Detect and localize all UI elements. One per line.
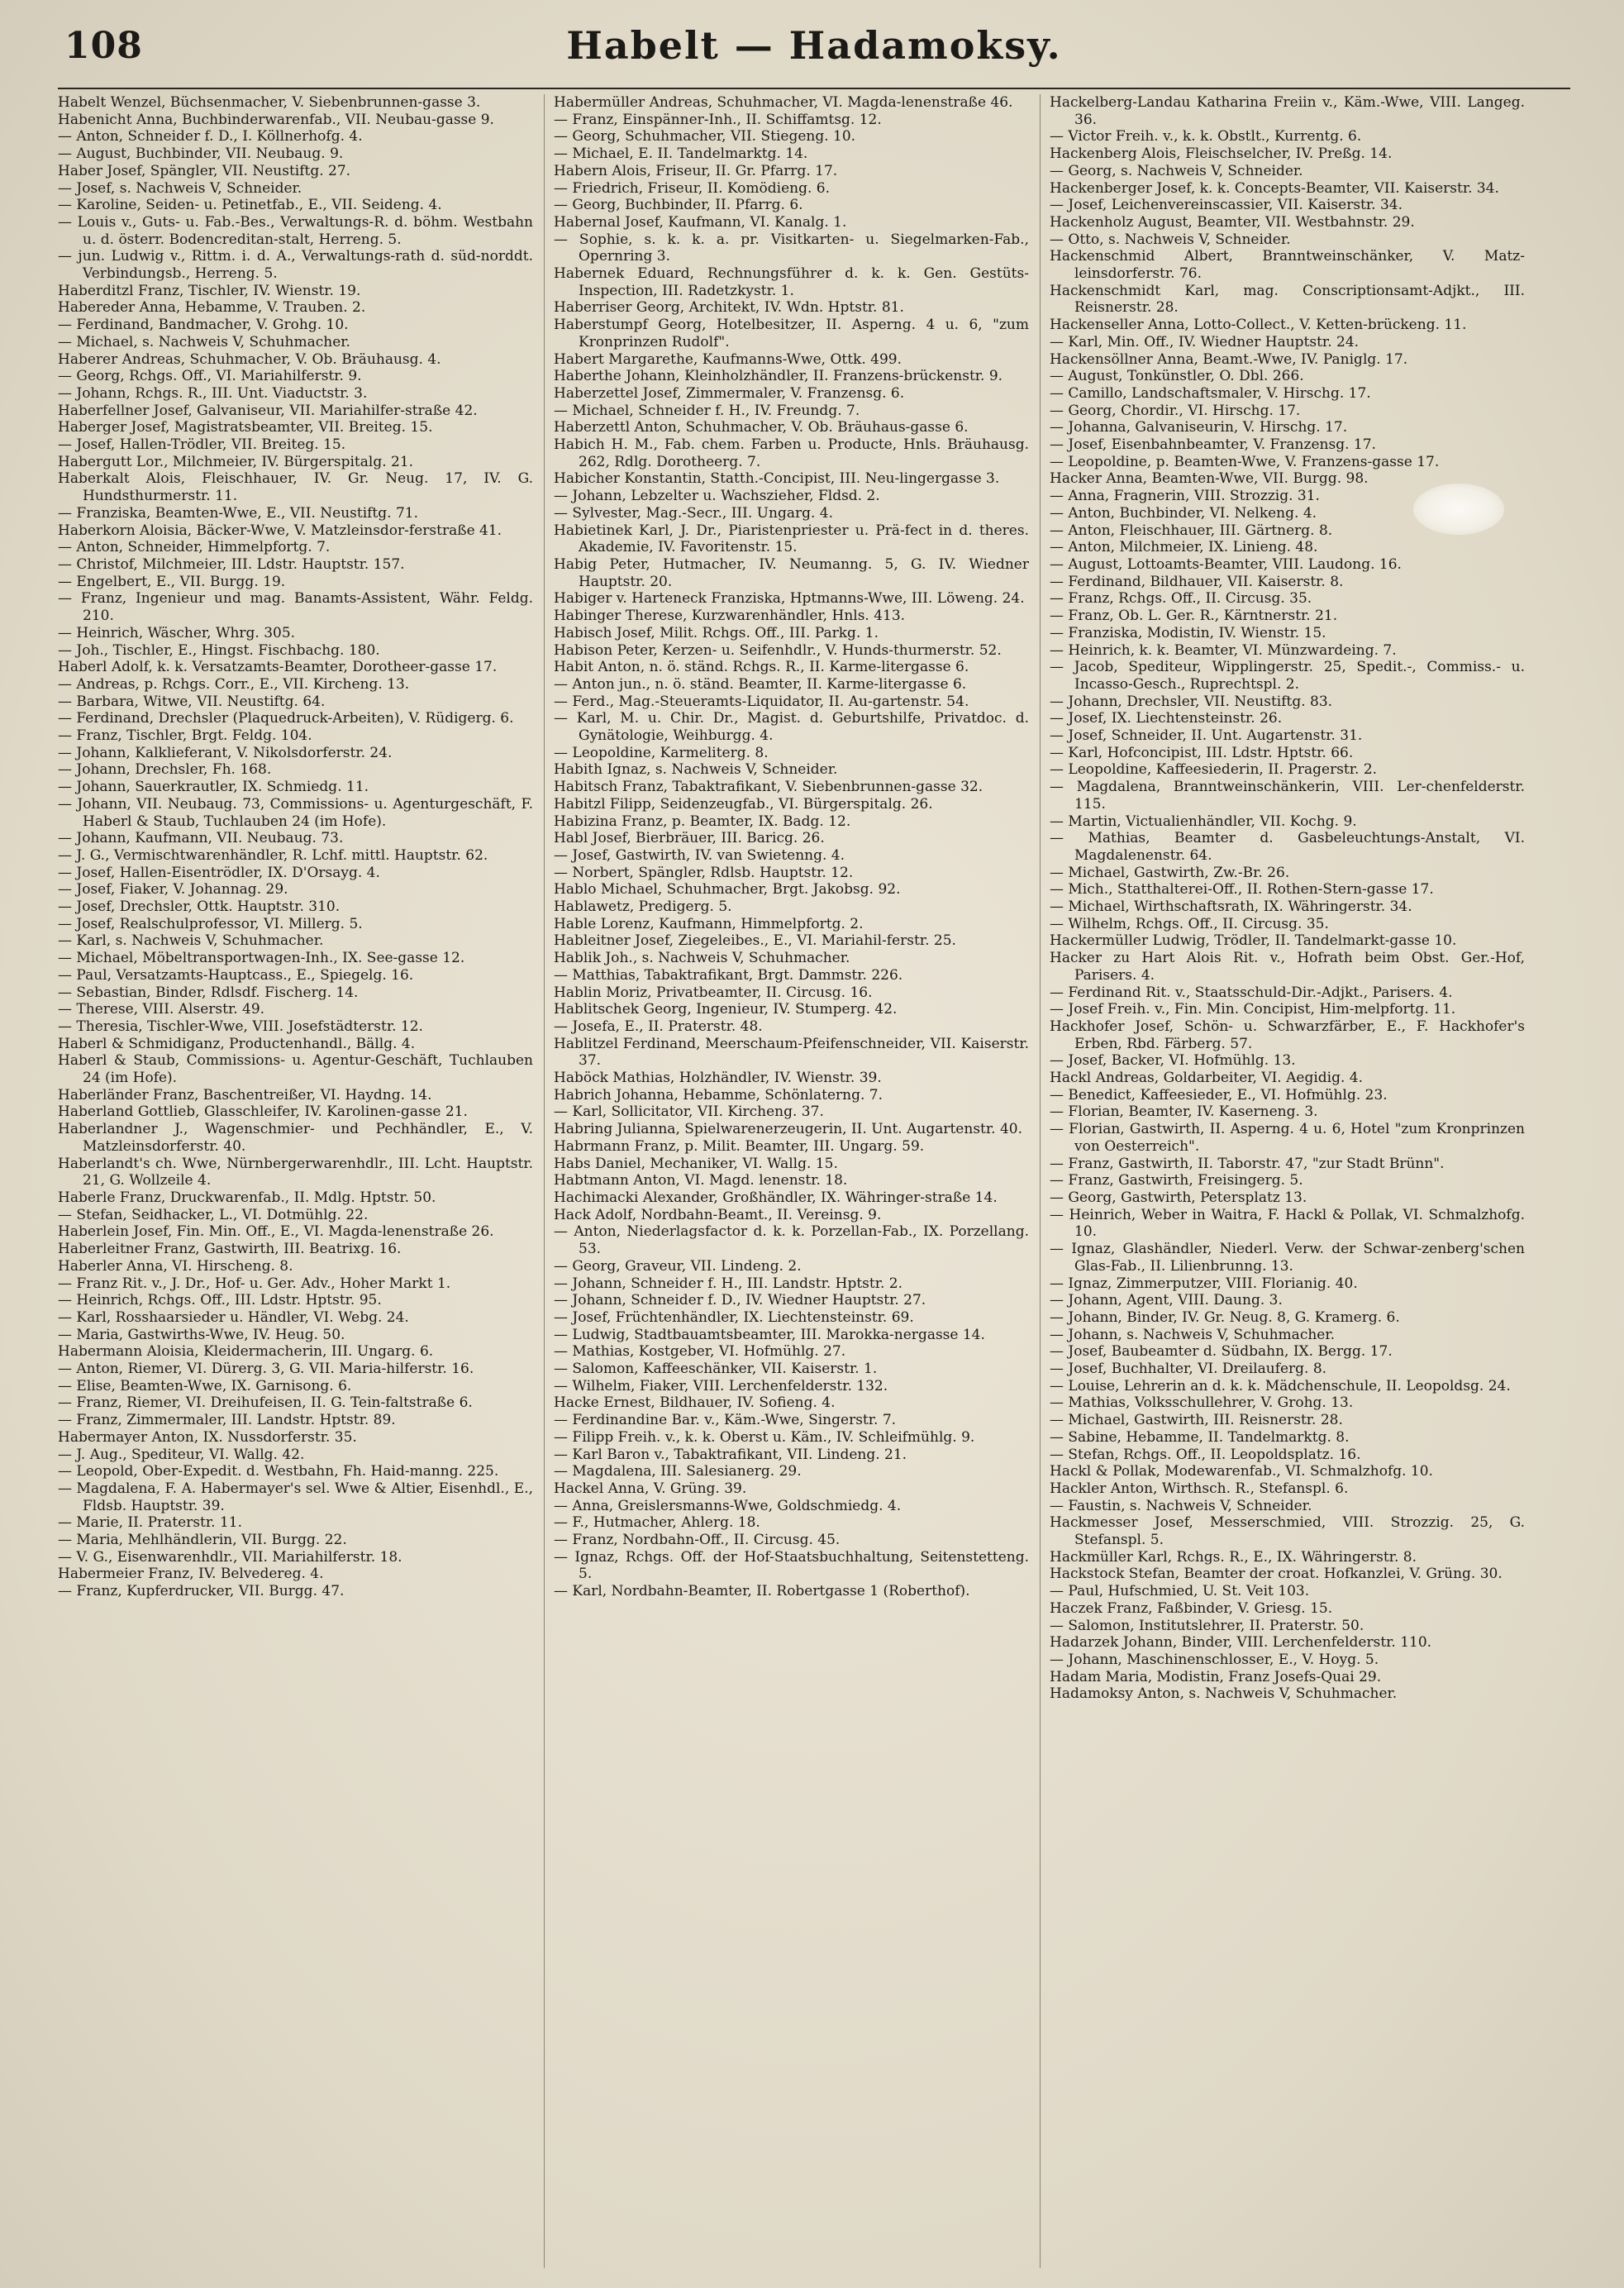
directory-entry: — Johann, Drechsler, VII. Neustiftg. 83.	[1050, 693, 1333, 710]
directory-entry: Hackenschmid Albert, Branntweinschänker, V. Matz-leinsdorferstr. 76.	[1050, 248, 1525, 283]
directory-entry: Hackmüller Karl, Rchgs. R., E., IX. Währingerstr. 8.	[1050, 1548, 1417, 1566]
directory-entry: — Ignaz, Rchgs. Off. der Hof-Staatsbuchhaltung, Seitenstetteng. 5.	[554, 1548, 1029, 1583]
directory-entry: — Marie, II. Praterstr. 11.	[58, 1514, 242, 1532]
directory-entry: — Franz, Riemer, VI. Dreihufeisen, II. G. Tein-faltstraße 6.	[58, 1394, 473, 1412]
directory-entry: Haberlein Josef, Fin. Min. Off., E., VI. Magda-lenenstraße 26.	[58, 1223, 494, 1241]
directory-entry: Haberkalt Alois, Fleischhauer, IV. Gr. Neug. 17, IV. G. Hundsthurmerstr. 11.	[58, 470, 533, 505]
column-left	[58, 94, 533, 2268]
directory-entry: — Joh., Tischler, E., Hingst. Fischbachg. 180.	[58, 641, 380, 659]
directory-entry: Hablitschek Georg, Ingenieur, IV. Stumperg. 42.	[554, 1001, 898, 1018]
directory-entry: — Mathias, Kostgeber, VI. Hofmühlg. 27.	[554, 1343, 846, 1361]
directory-entry: — Johann, Maschinenschlosser, E., V. Hoyg. 5.	[1050, 1651, 1379, 1668]
directory-entry: — Karl, Nordbahn-Beamter, II. Robertgasse 1 (Roberthof).	[554, 1583, 970, 1600]
directory-entry: — Josef, Hallen-Trödler, VII. Breiteg. 15.	[58, 436, 346, 454]
directory-entry: Habicher Konstantin, Statth.-Concipist, III. Neu-lingergasse 3.	[554, 470, 1000, 488]
directory-entry: Hableitner Josef, Ziegeleibes., E., VI. Mariahil-ferstr. 25.	[554, 932, 956, 950]
directory-entry: — Josef, Hallen-Eisentrödler, IX. D'Orsayg. 4.	[58, 864, 380, 881]
directory-entry: — Karl, M. u. Chir. Dr., Magist. d. Geburtshilfe, Privatdoc. d. Gynätologie, Weihburgg. 4.	[554, 710, 1029, 745]
directory-entry: — Martin, Victualienhändler, VII. Kochg. 9.	[1050, 813, 1357, 830]
directory-entry: — Anton, Milchmeier, IX. Linieng. 48.	[1050, 539, 1318, 556]
directory-entry: Haberfellner Josef, Galvaniseur, VII. Mariahilfer-straße 42.	[58, 402, 478, 419]
directory-entry: Hackmesser Josef, Messerschmied, VIII. Strozzig. 25, G. Stefanspl. 5.	[1050, 1514, 1525, 1549]
directory-entry: Habenicht Anna, Buchbinderwarenfab., VII. Neubau-gasse 9.	[58, 111, 494, 128]
directory-entry: — Stefan, Seidhacker, L., VI. Dotmühlg. 22.	[58, 1206, 369, 1223]
directory-entry: — Michael, Möbeltransportwagen-Inh., IX. See-gasse 12.	[58, 950, 465, 967]
directory-entry: Habern Alois, Friseur, II. Gr. Pfarrg. 17.	[554, 162, 838, 179]
directory-entry: Habl Josef, Bierbräuer, III. Baricg. 26.	[554, 830, 825, 847]
directory-entry: — Anton, Niederlagsfactor d. k. k. Porzellan-Fab., IX. Porzellang. 53.	[554, 1223, 1029, 1258]
column-middle	[554, 94, 1029, 2268]
directory-entry: — Magdalena, Branntweinschänkerin, VIII. Ler-chenfelderstr. 115.	[1050, 779, 1525, 813]
paper-stain	[1413, 484, 1504, 535]
directory-entry: Hackel Anna, V. Grüng. 39.	[554, 1480, 747, 1497]
directory-entry: — Josefa, E., II. Praterstr. 48.	[554, 1018, 763, 1035]
directory-entry: Haberger Josef, Magistratsbeamter, VII. Breiteg. 15.	[58, 419, 433, 436]
directory-entry: — Karl, Hofconcipist, III. Ldstr. Hptstr. 66.	[1050, 744, 1354, 761]
directory-entry: Haberle Franz, Druckwarenfab., II. Mdlg. Hptstr. 50.	[58, 1189, 436, 1206]
directory-entry: — Louise, Lehrerin an d. k. k. Mädchenschule, II. Leopoldsg. 24.	[1050, 1377, 1511, 1394]
directory-entry: — J. Aug., Spediteur, VI. Wallg. 42.	[58, 1446, 305, 1463]
directory-entry: Haberzettl Anton, Schuhmacher, V. Ob. Bräuhaus-gasse 6.	[554, 419, 969, 436]
directory-entry: Haberl Adolf, k. k. Versatzamts-Beamter, Dorotheer-gasse 17.	[58, 659, 498, 676]
directory-entry: Hadam Maria, Modistin, Franz Josefs-Quai 29.	[1050, 1668, 1382, 1685]
directory-entry: — Paul, Hufschmied, U. St. Veit 103.	[1050, 1583, 1310, 1600]
directory-entry: — Louis v., Guts- u. Fab.-Bes., Verwaltungs-R. d. böhm. Westbahn u. d. österr. Bodencreditan-stalt, Herreng. 5.	[58, 213, 533, 248]
running-head: Habelt — Hadamoksy.	[566, 23, 1062, 68]
directory-entry: — Michael, E. II. Tandelmarktg. 14.	[554, 145, 808, 163]
directory-entry: Habs Daniel, Mechaniker, VI. Wallg. 15.	[554, 1155, 838, 1172]
column-right	[1050, 94, 1525, 2268]
directory-entry: — Josef, Fiaker, V. Johannag. 29.	[58, 881, 288, 899]
directory-entry: Habich H. M., Fab. chem. Farben u. Producte, Hnls. Bräuhausg. 262, Rdlg. Dorotheerg. 7.	[554, 436, 1029, 470]
directory-entry: — Anton, Buchbinder, VI. Nelkeng. 4.	[1050, 504, 1317, 522]
directory-entry: Haberzettel Josef, Zimmermaler, V. Franzensg. 6.	[554, 384, 905, 402]
directory-entry: Hackl & Pollak, Modewarenfab., VI. Schmalzhofg. 10.	[1050, 1463, 1433, 1480]
directory-entry: — Leopoldine, Kaffeesiederin, II. Pragerstr. 2.	[1050, 761, 1378, 779]
directory-entry: — Otto, s. Nachweis V, Schneider.	[1050, 231, 1291, 248]
directory-entry: — Johann, s. Nachweis V, Schuhmacher.	[1050, 1326, 1336, 1343]
directory-entry: Hackermüller Ludwig, Trödler, II. Tandelmarkt-gasse 10.	[1050, 932, 1457, 950]
directory-entry: Haberriser Georg, Architekt, IV. Wdn. Hptstr. 81.	[554, 299, 904, 317]
directory-entry: Hacker Anna, Beamten-Wwe, VII. Burgg. 98.	[1050, 470, 1369, 488]
directory-entry: Habitzl Filipp, Seidenzeugfab., VI. Bürgerspitalg. 26.	[554, 795, 933, 813]
directory-entry: Habith Ignaz, s. Nachweis V, Schneider.	[554, 761, 838, 779]
directory-entry: — Johann, Kalklieferant, V. Nikolsdorferstr. 24.	[58, 744, 393, 761]
directory-entry: Hackensöllner Anna, Beamt.-Wwe, IV. Paniglg. 17.	[1050, 350, 1408, 368]
directory-entry: — Stefan, Rchgs. Off., II. Leopoldsplatz. 16.	[1050, 1446, 1361, 1463]
directory-entry: — Jacob, Spediteur, Wipplingerstr. 25, Spedit.-, Commiss.- u. Incasso-Gesch., Ruprechtspl. 2.	[1050, 659, 1525, 693]
directory-entry: Haberlandt's ch. Wwe, Nürnbergerwarenhdlr., III. Lcht. Hauptstr. 21, G. Wollzeile 4.	[58, 1155, 533, 1189]
directory-entry: — Georg, Rchgs. Off., VI. Mariahilferstr. 9.	[58, 368, 362, 385]
directory-entry: — Josef, Backer, VI. Hofmühlg. 13.	[1050, 1052, 1296, 1070]
directory-entry: — Mich., Statthalterei-Off., II. Rothen-Stern-gasse 17.	[1050, 881, 1434, 899]
directory-entry: Hablo Michael, Schuhmacher, Brgt. Jakobsg. 92.	[554, 881, 901, 899]
directory-entry: — Leopoldine, p. Beamten-Wwe, V. Franzens-gasse 17.	[1050, 453, 1440, 470]
directory-entry: — Maria, Mehlhändlerin, VII. Burgg. 22.	[58, 1532, 347, 1549]
directory-entry: — Karl Baron v., Tabaktrafikant, VII. Lindeng. 21.	[554, 1446, 907, 1463]
directory-entry: — Georg, Gastwirth, Petersplatz 13.	[1050, 1189, 1307, 1206]
directory-entry: — Johann, Lebzelter u. Wachszieher, Fldsd. 2.	[554, 488, 880, 505]
directory-entry: — Elise, Beamten-Wwe, IX. Garnisong. 6.	[58, 1377, 352, 1394]
directory-entry: — Franz, Ingenieur und mag. Banamts-Assistent, Währ. Feldg. 210.	[58, 590, 533, 625]
directory-entry: — jun. Ludwig v., Rittm. i. d. A., Verwaltungs-rath d. süd-norddt. Verbindungsb., Herreng. 5.	[58, 248, 533, 283]
directory-entry: — Magdalena, III. Salesianerg. 29.	[554, 1463, 802, 1480]
directory-entry: Habiger v. Harteneck Franziska, Hptmanns-Wwe, III. Löweng. 24.	[554, 590, 1025, 608]
directory-entry: Haberl & Staub, Commissions- u. Agentur-Geschäft, Tuchlauben 24 (im Hofe).	[58, 1052, 533, 1087]
directory-entry: — Georg, Buchbinder, II. Pfarrg. 6.	[554, 197, 803, 214]
directory-entry: — Josef, Baubeamter d. Südbahn, IX. Bergg. 17.	[1050, 1343, 1393, 1361]
directory-entry: — Josef Freih. v., Fin. Min. Concipist, Him-melpfortg. 11.	[1050, 1001, 1456, 1018]
directory-entry: Habereder Anna, Hebamme, V. Trauben. 2.	[58, 299, 366, 317]
directory-entry: Haberthe Johann, Kleinholzhändler, II. Franzens-brückenstr. 9.	[554, 368, 1003, 385]
directory-entry: — Ignaz, Zimmerputzer, VIII. Florianig. 40.	[1050, 1275, 1358, 1292]
directory-entry: Haböck Mathias, Holzhändler, IV. Wienstr. 39.	[554, 1070, 882, 1087]
directory-entry: — Johann, Schneider f. D., IV. Wiedner Hauptstr. 27.	[554, 1292, 926, 1309]
directory-entry: — Camillo, Landschaftsmaler, V. Hirschg. 17.	[1050, 384, 1371, 402]
column-divider	[1040, 94, 1041, 2268]
directory-entry: — Josef, IX. Liechtensteinstr. 26.	[1050, 710, 1283, 727]
directory-entry: — Ignaz, Glashändler, Niederl. Verw. der Schwar-zenberg'schen Glas-Fab., II. Lilienbrunng. 13.	[1050, 1241, 1525, 1275]
directory-entry: — Michael, Schneider f. H., IV. Freundg. 7.	[554, 402, 860, 419]
directory-entry: — Anna, Fragnerin, VIII. Strozzig. 31.	[1050, 488, 1320, 505]
directory-entry: Hackenberg Alois, Fleischselcher, IV. Preßg. 14.	[1050, 145, 1393, 163]
directory-entry: — Magdalena, F. A. Habermayer's sel. Wwe & Altier, Eisenhdl., E., Fldsb. Hauptstr. 39.	[58, 1480, 533, 1514]
directory-entry: Habert Margarethe, Kaufmanns-Wwe, Ottk. 499.	[554, 350, 902, 368]
directory-entry: — Salomon, Institutslehrer, II. Praterstr. 50.	[1050, 1617, 1364, 1634]
directory-entry: — Ferdinandine Bar. v., Käm.-Wwe, Singerstr. 7.	[554, 1412, 897, 1429]
directory-entry: Hablin Moriz, Privatbeamter, II. Circusg. 16.	[554, 984, 873, 1001]
directory-entry: — Filipp Freih. v., k. k. Oberst u. Käm., IV. Schleifmühlg. 9.	[554, 1428, 975, 1446]
directory-entry: — Ferdinand, Bildhauer, VII. Kaiserstr. 8.	[1050, 573, 1344, 590]
directory-entry: — Faustin, s. Nachweis V, Schneider.	[1050, 1497, 1312, 1514]
directory-entry: Habermüller Andreas, Schuhmacher, VI. Magda-lenenstraße 46.	[554, 94, 1013, 111]
directory-entry: Hackenholz August, Beamter, VII. Westbahnstr. 29.	[1050, 213, 1415, 231]
directory-entry: — Josef, Realschulprofessor, VI. Millerg. 5.	[58, 915, 363, 932]
directory-entry: Hackelberg-Landau Katharina Freiin v., Käm.-Wwe, VIII. Langeg. 36.	[1050, 94, 1525, 128]
directory-entry: Habermann Aloisia, Kleidermacherin, III. Ungarg. 6.	[58, 1343, 434, 1361]
directory-entry: — Josef, s. Nachweis V, Schneider.	[58, 179, 302, 197]
directory-entry: — Paul, Versatzamts-Hauptcass., E., Spiegelg. 16.	[58, 966, 414, 984]
directory-entry: Hablik Joh., s. Nachweis V, Schuhmacher.	[554, 950, 850, 967]
directory-entry: — Wilhelm, Rchgs. Off., II. Circusg. 35.	[1050, 915, 1329, 932]
directory-entry: — Georg, Chordir., VI. Hirschg. 17.	[1050, 402, 1301, 419]
directory-entry: — Johann, Binder, IV. Gr. Neug. 8, G. Kramerg. 6.	[1050, 1308, 1400, 1326]
directory-entry: — Theresia, Tischler-Wwe, VIII. Josefstädterstr. 12.	[58, 1018, 423, 1035]
directory-entry: — Christof, Milchmeier, III. Ldstr. Hauptstr. 157.	[58, 555, 405, 573]
directory-entry: Hablitzel Ferdinand, Meerschaum-Pfeifenschneider, VII. Kaiserstr. 37.	[554, 1035, 1029, 1070]
directory-entry: — Florian, Gastwirth, II. Asperng. 4 u. 6, Hotel "zum Kronprinzen von Oesterreich".	[1050, 1121, 1525, 1155]
directory-entry: — Michael, Gastwirth, III. Reisnerstr. 28.	[1050, 1412, 1343, 1429]
directory-entry: — Engelbert, E., VII. Burgg. 19.	[58, 573, 286, 590]
directory-entry: — Franz, Gastwirth, II. Taborstr. 47, "zur Stadt Brünn".	[1050, 1155, 1445, 1172]
directory-entry: — Johann, Rchgs. R., III. Unt. Viaductstr. 3.	[58, 384, 368, 402]
directory-entry: Habietinek Karl, J. Dr., Piaristenpriester u. Prä-fect in d. theres. Akademie, IV. Favoritenstr. 15.	[554, 522, 1029, 556]
directory-entry: — Johann, VII. Neubaug. 73, Commissions- u. Agenturgeschäft, F. Haberl & Staub, Tuchlauben 24 (im Hofe).	[58, 795, 533, 830]
directory-entry: Habermeier Franz, IV. Belvedereg. 4.	[58, 1566, 324, 1583]
directory-entry: Haberland Gottlieb, Glasschleifer, IV. Karolinen-gasse 21.	[58, 1103, 468, 1121]
directory-entry: — Anna, Greislersmanns-Wwe, Goldschmiedg. 4.	[554, 1497, 902, 1514]
directory-entry: — Mathias, Beamter d. Gasbeleuchtungs-Anstalt, VI. Magdalenenstr. 64.	[1050, 830, 1525, 864]
directory-entry: — Michael, Gastwirth, Zw.-Br. 26.	[1050, 864, 1290, 881]
directory-entry: — Andreas, p. Rchgs. Corr., E., VII. Kircheng. 13.	[58, 675, 410, 693]
directory-entry: Hadamoksy Anton, s. Nachweis V, Schuhmacher.	[1050, 1685, 1398, 1703]
header-rule	[58, 88, 1570, 89]
directory-entry: — Franz, Rchgs. Off., II. Circusg. 35.	[1050, 590, 1312, 608]
directory-entry: Hack Adolf, Nordbahn-Beamt., II. Vereinsg. 9.	[554, 1206, 882, 1223]
directory-entry: — Franz Rit. v., J. Dr., Hof- u. Ger. Adv., Hoher Markt 1.	[58, 1275, 451, 1292]
directory-entry: — Franz, Gastwirth, Freisingerg. 5.	[1050, 1172, 1303, 1189]
directory-entry: Hadarzek Johann, Binder, VIII. Lerchenfelderstr. 110.	[1050, 1634, 1432, 1652]
directory-entry: Habrich Johanna, Hebamme, Schönlaterng. 7.	[554, 1086, 883, 1103]
directory-entry: — Georg, Graveur, VII. Lindeng. 2.	[554, 1257, 802, 1275]
directory-entry: — Sylvester, Mag.-Secr., III. Ungarg. 4.	[554, 504, 833, 522]
directory-entry: — Georg, s. Nachweis V, Schneider.	[1050, 162, 1303, 179]
directory-entry: — Franz, Tischler, Brgt. Feldg. 104.	[58, 727, 312, 745]
directory-entry: Hable Lorenz, Kaufmann, Himmelpfortg. 2.	[554, 915, 864, 932]
directory-entry: Haberstumpf Georg, Hotelbesitzer, II. Asperng. 4 u. 6, "zum Kronprinzen Rudolf".	[554, 317, 1029, 350]
directory-entry: Hablawetz, Predigerg. 5.	[554, 899, 732, 916]
directory-entry: Haberl & Schmidiganz, Productenhandl., Bällg. 4.	[58, 1035, 416, 1052]
text-columns	[58, 94, 1570, 2268]
directory-entry: — V. G., Eisenwarenhdlr., VII. Mariahilferstr. 18.	[58, 1548, 402, 1566]
directory-entry: Habernek Eduard, Rechnungsführer d. k. k. Gen. Gestüts-Inspection, III. Radetzkystr. 1.	[554, 265, 1029, 299]
directory-entry: Hackl Andreas, Goldarbeiter, VI. Aegidig. 4.	[1050, 1070, 1364, 1087]
directory-entry: — Franz, Kupferdrucker, VII. Burgg. 47.	[58, 1583, 345, 1600]
directory-entry: Habermayer Anton, IX. Nussdorferstr. 35.	[58, 1428, 357, 1446]
directory-entry: — Franziska, Modistin, IV. Wienstr. 15.	[1050, 624, 1326, 641]
directory-entry: — Maria, Gastwirths-Wwe, IV. Heug. 50.	[58, 1326, 345, 1343]
directory-entry: — Johann, Kaufmann, VII. Neubaug. 73.	[58, 830, 344, 847]
directory-entry: — Heinrich, Wäscher, Whrg. 305.	[58, 624, 296, 641]
directory-entry: — Franziska, Beamten-Wwe, E., VII. Neustiftg. 71.	[58, 504, 418, 522]
directory-entry: — Salomon, Kaffeeschänker, VII. Kaiserstr. 1.	[554, 1361, 878, 1378]
directory-entry: — Johann, Drechsler, Fh. 168.	[58, 761, 272, 779]
page-number: 108	[64, 25, 143, 67]
directory-entry: — Victor Freih. v., k. k. Obstlt., Kurrentg. 6.	[1050, 128, 1362, 145]
directory-entry: — Josef, Eisenbahnbeamter, V. Franzensg. 17.	[1050, 436, 1376, 454]
directory-entry: Habitsch Franz, Tabaktrafikant, V. Siebenbrunnen-gasse 32.	[554, 779, 983, 796]
directory-entry: Habtmann Anton, VI. Magd. lenenstr. 18.	[554, 1172, 848, 1189]
directory-entry: — Ludwig, Stadtbauamtsbeamter, III. Marokka-nergasse 14.	[554, 1326, 985, 1343]
directory-entry: — Leopoldine, Karmeliterg. 8.	[554, 744, 769, 761]
directory-entry: — Ferdinand, Drechsler (Plaquedruck-Arbeiten), V. Rüdigerg. 6.	[58, 710, 514, 727]
directory-entry: — Karoline, Seiden- u. Petinetfab., E., VII. Seideng. 4.	[58, 197, 442, 214]
directory-entry: — Therese, VIII. Alserstr. 49.	[58, 1001, 265, 1018]
directory-entry: — Franz, Nordbahn-Off., II. Circusg. 45.	[554, 1532, 841, 1549]
directory-entry: — Sabine, Hebamme, II. Tandelmarktg. 8.	[1050, 1428, 1350, 1446]
directory-entry: — Karl, s. Nachweis V, Schuhmacher.	[58, 932, 324, 950]
directory-entry: Hackenseller Anna, Lotto-Collect., V. Ketten-brückeng. 11.	[1050, 317, 1467, 334]
directory-entry: — Benedict, Kaffeesieder, E., VI. Hofmühlg. 23.	[1050, 1086, 1388, 1103]
directory-entry: Haber Josef, Spängler, VII. Neustiftg. 27.	[58, 162, 351, 179]
directory-entry: — Heinrich, Weber in Waitra, F. Hackl & Pollak, VI. Schmalzhofg. 10.	[1050, 1206, 1525, 1241]
directory-entry: — Johann, Sauerkrautler, IX. Schmiedg. 11.	[58, 779, 369, 796]
directory-entry: Hackhofer Josef, Schön- u. Schwarzfärber, E., F. Hackhofer's Erben, Rbd. Färberg. 57.	[1050, 1018, 1525, 1052]
directory-entry: Hacker zu Hart Alois Rit. v., Hofrath beim Obst. Ger.-Hof, Parisers. 4.	[1050, 950, 1525, 984]
directory-entry: — Friedrich, Friseur, II. Komödieng. 6.	[554, 179, 831, 197]
directory-entry: Habizina Franz, p. Beamter, IX. Badg. 12.	[554, 813, 851, 830]
directory-entry: Haczek Franz, Faßbinder, V. Griesg. 15.	[1050, 1599, 1333, 1617]
directory-entry: — Sebastian, Binder, Rdlsdf. Fischerg. 14.	[58, 984, 359, 1001]
directory-entry: — Johanna, Galvaniseurin, V. Hirschg. 17.	[1050, 419, 1348, 436]
directory-entry: — Karl, Sollicitator, VII. Kircheng. 37.	[554, 1103, 824, 1121]
directory-entry: Haberer Andreas, Schuhmacher, V. Ob. Bräuhausg. 4.	[58, 350, 441, 368]
directory-entry: — Wilhelm, Fiaker, VIII. Lerchenfelderstr. 132.	[554, 1377, 888, 1394]
directory-entry: — Franz, Einspänner-Inh., II. Schiffamtsg. 12.	[554, 111, 882, 128]
directory-entry: — Michael, s. Nachweis V, Schuhmacher.	[58, 333, 350, 350]
directory-entry: — August, Buchbinder, VII. Neubaug. 9.	[58, 145, 344, 163]
directory-entry: — Norbert, Spängler, Rdlsb. Hauptstr. 12.	[554, 864, 854, 881]
directory-entry: — Mathias, Volksschullehrer, V. Grohg. 13.	[1050, 1394, 1354, 1412]
directory-entry: — Matthias, Tabaktrafikant, Brgt. Dammstr. 226.	[554, 966, 903, 984]
directory-entry: Hackenberger Josef, k. k. Concepts-Beamter, VII. Kaiserstr. 34.	[1050, 179, 1499, 197]
directory-entry: — F., Hutmacher, Ahlerg. 18.	[554, 1514, 760, 1532]
directory-entry: — Franz, Zimmermaler, III. Landstr. Hptstr. 89.	[58, 1412, 396, 1429]
directory-entry: — J. G., Vermischtwarenhändler, R. Lchf. mittl. Hauptstr. 62.	[58, 846, 488, 864]
directory-entry: — Florian, Beamter, IV. Kaserneng. 3.	[1050, 1103, 1318, 1121]
directory-entry: — August, Lottoamts-Beamter, VIII. Laudong. 16.	[1050, 555, 1402, 573]
directory-entry: Haberlandner J., Wagenschmier- und Pechhändler, E., V. Matzleinsdorferstr. 40.	[58, 1121, 533, 1155]
directory-entry: Haberler Anna, VI. Hirscheng. 8.	[58, 1257, 293, 1275]
column-divider	[544, 94, 545, 2268]
directory-entry: — Josef, Gastwirth, IV. van Swietenng. 4.	[554, 846, 845, 864]
directory-entry: Hackenschmidt Karl, mag. Conscriptionsamt-Adjkt., III. Reisnerstr. 28.	[1050, 282, 1525, 317]
directory-entry: — Anton, Fleischhauer, III. Gärtnerg. 8.	[1050, 522, 1333, 539]
directory-entry: Hacke Ernest, Bildhauer, IV. Sofieng. 4.	[554, 1394, 836, 1412]
directory-entry: — Anton, Riemer, VI. Dürerg. 3, G. VII. Maria-hilferstr. 16.	[58, 1361, 474, 1378]
directory-entry: Haberditzl Franz, Tischler, IV. Wienstr. 19.	[58, 282, 361, 299]
directory-entry: — Josef, Früchtenhändler, IX. Liechtensteinstr. 69.	[554, 1308, 914, 1326]
directory-entry: — Franz, Ob. L. Ger. R., Kärntnerstr. 21.	[1050, 608, 1338, 625]
directory-entry: Habrmann Franz, p. Milit. Beamter, III. Ungarg. 59.	[554, 1137, 925, 1155]
directory-entry: — Sophie, s. k. k. a. pr. Visitkarten- u. Siegelmarken-Fab., Opernring 3.	[554, 231, 1029, 265]
directory-entry: Habinger Therese, Kurzwarenhändler, Hnls. 413.	[554, 608, 906, 625]
directory-entry: Hackstock Stefan, Beamter der croat. Hofkanzlei, V. Grüng. 30.	[1050, 1566, 1503, 1583]
directory-entry: — Josef, Leichenvereinscassier, VII. Kaiserstr. 34.	[1050, 197, 1403, 214]
directory-entry: — August, Tonkünstler, O. Dbl. 266.	[1050, 368, 1304, 385]
directory-entry: Habernal Josef, Kaufmann, VI. Kanalg. 1.	[554, 213, 847, 231]
directory-entry: — Ferdinand Rit. v., Staatsschuld-Dir.-Adjkt., Parisers. 4.	[1050, 984, 1453, 1001]
directory-entry: Haberländer Franz, Baschentreißer, VI. Haydng. 14.	[58, 1086, 432, 1103]
directory-entry: Habig Peter, Hutmacher, IV. Neumanng. 5, G. IV. Wiedner Hauptstr. 20.	[554, 555, 1029, 590]
directory-entry: — Josef, Buchhalter, VI. Dreilauferg. 8.	[1050, 1361, 1327, 1378]
page-header	[58, 18, 1570, 84]
directory-entry: Habring Julianna, Spielwarenerzeugerin, II. Unt. Augartenstr. 40.	[554, 1121, 1022, 1138]
directory-entry: Haberleitner Franz, Gastwirth, III. Beatrixg. 16.	[58, 1241, 402, 1258]
directory-entry: — Georg, Schuhmacher, VII. Stiegeng. 10.	[554, 128, 856, 145]
directory-entry: — Heinrich, k. k. Beamter, VI. Münzwardeing. 7.	[1050, 641, 1397, 659]
directory-entry: — Ferdinand, Bandmacher, V. Grohg. 10.	[58, 317, 349, 334]
directory-entry: Habisch Josef, Milit. Rchgs. Off., III. Parkg. 1.	[554, 624, 879, 641]
directory-entry: Habison Peter, Kerzen- u. Seifenhdlr., V. Hunds-thurmerstr. 52.	[554, 641, 1002, 659]
directory-entry: — Johann, Schneider f. H., III. Landstr. Hptstr. 2.	[554, 1275, 903, 1292]
directory-entry: — Karl, Min. Off., IV. Wiedner Hauptstr. 24.	[1050, 333, 1360, 350]
directory-entry: — Karl, Rosshaarsieder u. Händler, VI. Webg. 24.	[58, 1308, 409, 1326]
directory-entry: Habergutt Lor., Milchmeier, IV. Bürgerspitalg. 21.	[58, 453, 414, 470]
directory-entry: — Leopold, Ober-Expedit. d. Westbahn, Fh. Haid-manng. 225.	[58, 1463, 499, 1480]
directory-entry: — Anton jun., n. ö. ständ. Beamter, II. Karme-litergasse 6.	[554, 675, 967, 693]
directory-entry: — Anton, Schneider f. D., I. Köllnerhofg. 4.	[58, 128, 363, 145]
directory-entry: — Barbara, Witwe, VII. Neustiftg. 64.	[58, 693, 326, 710]
directory-entry: Hackler Anton, Wirthsch. R., Stefanspl. 6.	[1050, 1480, 1349, 1497]
directory-entry: — Anton, Schneider, Himmelpfortg. 7.	[58, 539, 331, 556]
directory-entry: — Michael, Wirthschaftsrath, IX. Währingerstr. 34.	[1050, 899, 1412, 916]
directory-entry: Habit Anton, n. ö. ständ. Rchgs. R., II. Karme-litergasse 6.	[554, 659, 969, 676]
directory-entry: — Josef, Schneider, II. Unt. Augartenstr. 31.	[1050, 727, 1363, 745]
directory-entry: — Josef, Drechsler, Ottk. Hauptstr. 310.	[58, 899, 341, 916]
directory-entry: Habelt Wenzel, Büchsenmacher, V. Siebenbrunnen-gasse 3.	[58, 94, 481, 111]
directory-entry: — Heinrich, Rchgs. Off., III. Ldstr. Hptstr. 95.	[58, 1292, 382, 1309]
directory-entry: — Ferd., Mag.-Steueramts-Liquidator, II. Au-gartenstr. 54.	[554, 693, 969, 710]
directory-entry: Hachimacki Alexander, Großhändler, IX. Währinger-straße 14.	[554, 1189, 998, 1206]
directory-entry: — Johann, Agent, VIII. Daung. 3.	[1050, 1292, 1283, 1309]
directory-entry: Haberkorn Aloisia, Bäcker-Wwe, V. Matzleinsdor-ferstraße 41.	[58, 522, 502, 539]
